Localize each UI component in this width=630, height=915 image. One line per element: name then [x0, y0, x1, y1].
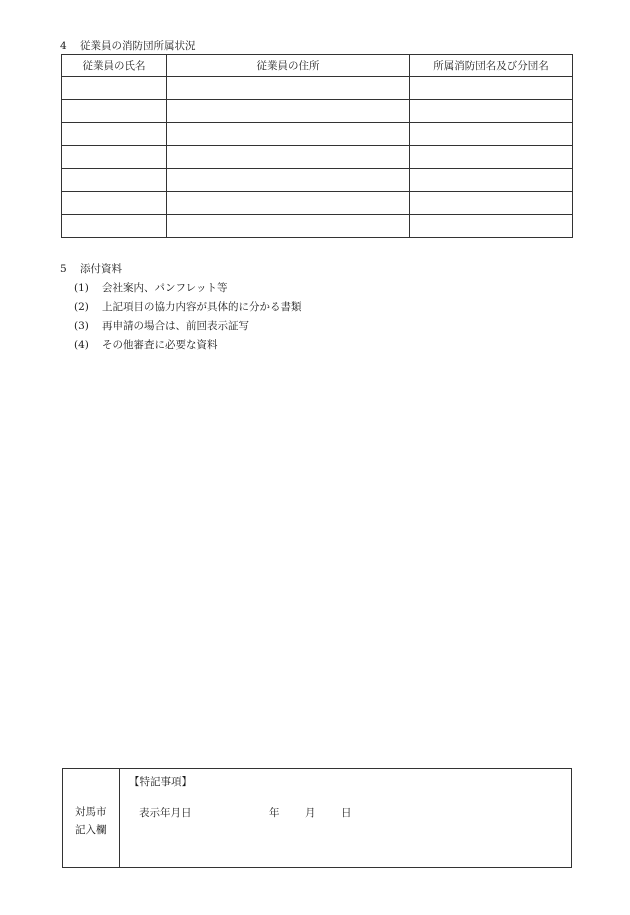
cell-name[interactable]: [62, 100, 167, 123]
attachment-marker: (4): [74, 339, 89, 351]
cell-brigade[interactable]: [410, 77, 573, 100]
cell-name[interactable]: [62, 123, 167, 146]
attachment-text: その他審査に必要な資料: [102, 339, 218, 351]
cell-brigade[interactable]: [410, 146, 573, 169]
header-employee-address: 従業員の住所: [167, 55, 410, 77]
attachment-text: 会社案内、パンフレット等: [102, 282, 228, 294]
cell-brigade[interactable]: [410, 215, 573, 238]
section4-title: 従業員の消防団所属状況: [80, 40, 196, 52]
section5-number: 5: [60, 263, 67, 275]
cell-address[interactable]: [167, 169, 410, 192]
date-day-label: 日: [341, 807, 352, 819]
date-year-label: 年: [269, 807, 280, 819]
attachment-item: [74, 280, 227, 295]
cell-address[interactable]: [167, 123, 410, 146]
attachment-marker: (1): [74, 282, 89, 294]
table-row: [62, 169, 573, 192]
attachment-item: [74, 299, 302, 314]
cell-name[interactable]: [62, 215, 167, 238]
section5-title: 添付資料: [80, 263, 122, 275]
display-date-label: 表示年月日: [139, 807, 192, 819]
city-label-line1: 対馬市: [75, 806, 107, 818]
cell-brigade[interactable]: [410, 192, 573, 215]
table-row: [62, 215, 573, 238]
cell-address[interactable]: [167, 146, 410, 169]
cell-name[interactable]: [62, 77, 167, 100]
cell-address[interactable]: [167, 100, 410, 123]
table-row: [62, 77, 573, 100]
city-box-divider: [119, 769, 120, 867]
employee-table-header-row: [62, 55, 573, 77]
cell-brigade[interactable]: [410, 123, 573, 146]
cell-address[interactable]: [167, 192, 410, 215]
city-box-label: [75, 803, 107, 839]
table-row: [62, 146, 573, 169]
cell-address[interactable]: [167, 215, 410, 238]
section4-heading: [60, 38, 196, 53]
attachment-marker: (3): [74, 320, 89, 332]
section4-number: 4: [60, 40, 67, 52]
header-employee-name: 従業員の氏名: [62, 55, 167, 77]
cell-brigade[interactable]: [410, 100, 573, 123]
table-row: [62, 100, 573, 123]
table-row: [62, 123, 573, 146]
employee-table: [61, 54, 573, 238]
date-month-label: 月: [305, 807, 316, 819]
cell-address[interactable]: [167, 77, 410, 100]
attachment-text: 再申請の場合は、前回表示証写: [102, 320, 249, 332]
attachment-item: [74, 318, 249, 333]
cell-name[interactable]: [62, 192, 167, 215]
section5-heading: [60, 261, 122, 276]
city-entry-box: [62, 768, 572, 868]
attachment-item: [74, 337, 218, 352]
cell-name[interactable]: [62, 169, 167, 192]
attachment-text: 上記項目の協力内容が具体的に分かる書類: [102, 301, 302, 313]
attachment-marker: (2): [74, 301, 89, 313]
cell-name[interactable]: [62, 146, 167, 169]
table-row: [62, 192, 573, 215]
cell-brigade[interactable]: [410, 169, 573, 192]
header-fire-brigade: 所属消防団名及び分団名: [410, 55, 573, 77]
special-notes-title: 【特記事項】: [129, 776, 192, 788]
city-label-line2: 記入欄: [75, 824, 107, 836]
